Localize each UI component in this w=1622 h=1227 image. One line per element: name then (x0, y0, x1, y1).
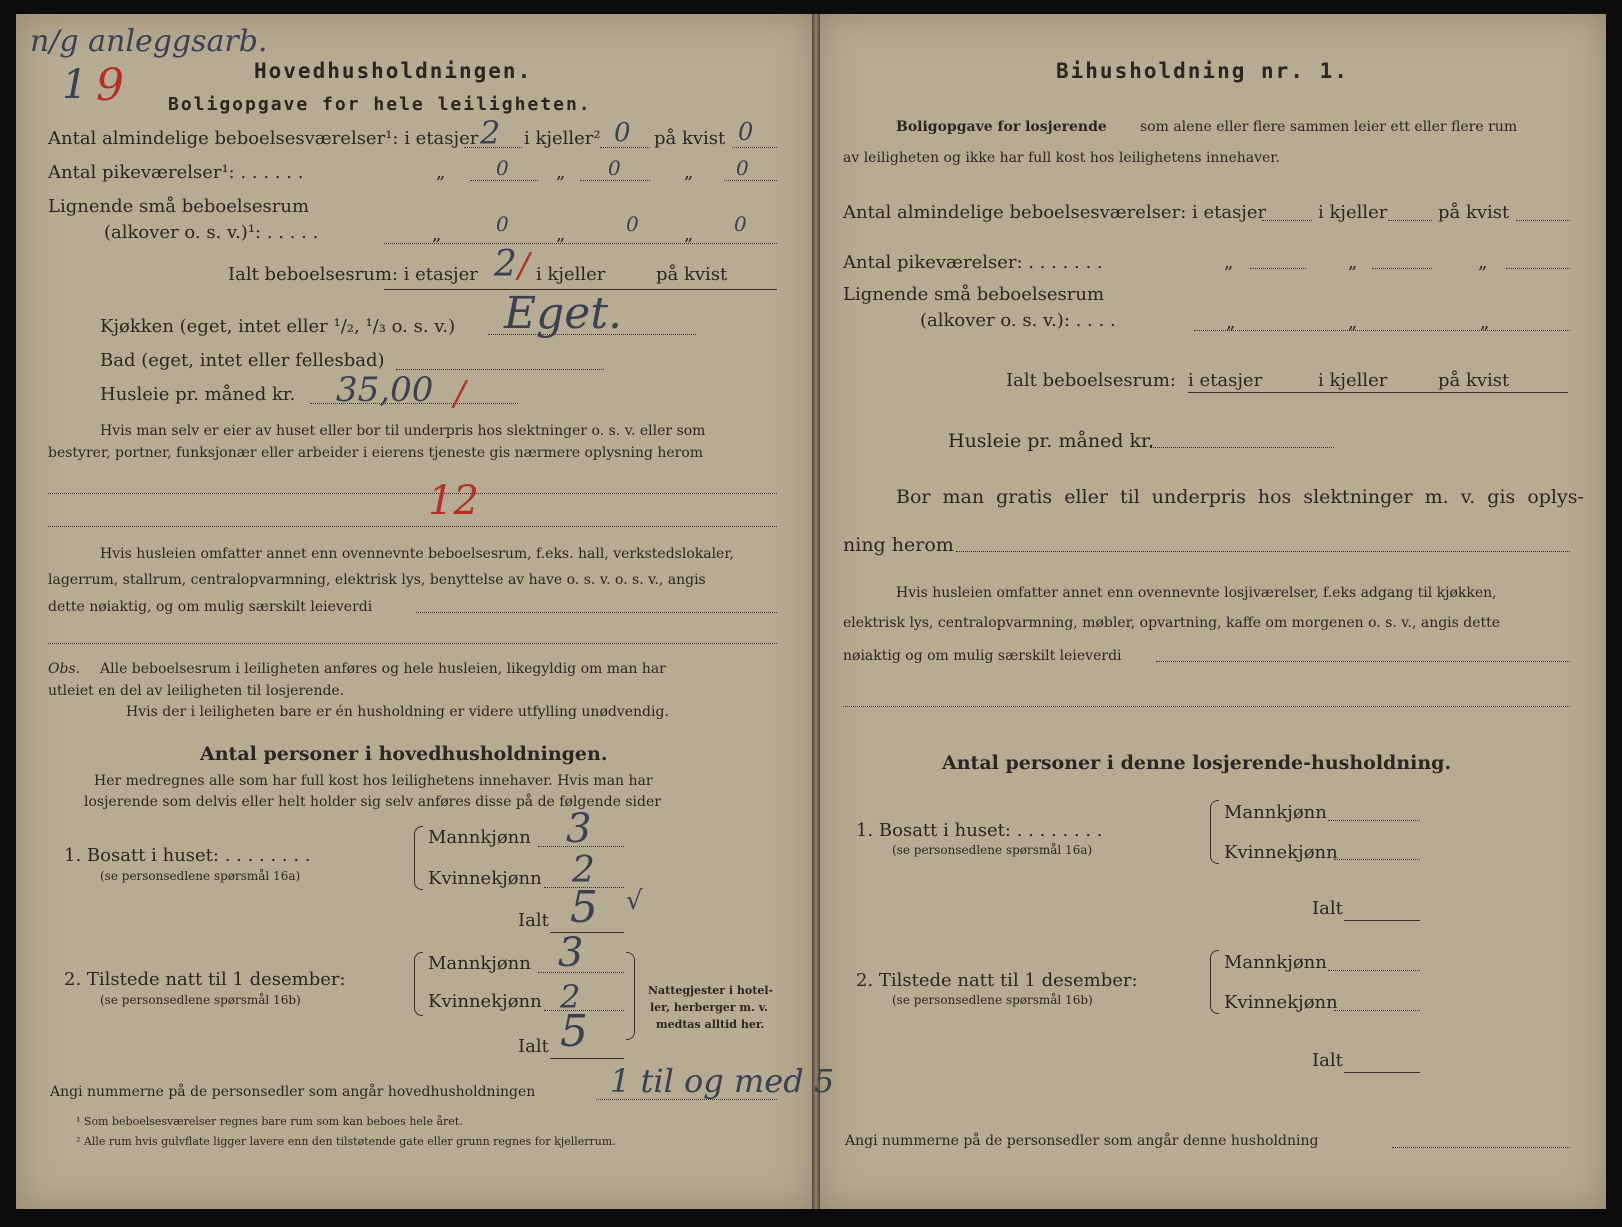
lign-quote-2: „ (556, 224, 566, 245)
r-bosatt-mann-line (1328, 820, 1420, 821)
ialt-kvist-label: på kvist (656, 264, 728, 285)
ialt-label: Ialt beboelsesrum: i etasjer (228, 264, 478, 285)
r-omfatter-text-2: elektrisk lys, centralopvarmning, møbler, opvartning, kaffe om morgenen o. s. v., angis dette (843, 615, 1501, 631)
bosatt-brace (414, 826, 423, 890)
pike-kjeller-line (580, 180, 650, 181)
intro-text-2: av leiligheten og ikke har full kost hos leilighetens innehaver. (843, 150, 1280, 166)
nattegjester-text-1: Nattegjester i hotel- (648, 984, 774, 997)
r-personer-title: Antal personer i denne losjerende-husholdning. (942, 752, 1452, 774)
r-husleie-label: Husleie pr. måned kr. (948, 430, 1155, 452)
r-i-kjeller-label: i kjeller (1318, 202, 1388, 223)
ialt-red-mark: / (518, 246, 530, 286)
r-omfatter-text-1: Hvis husleien omfatter annet enn ovennevnte losjiværelser, f.eks adgang til kjøkken, (896, 585, 1497, 601)
omfatter-line-1 (416, 612, 777, 613)
r-gratis-line (956, 551, 1570, 552)
footnote-1: ¹ Som beboelsesværelser regnes bare rum som kan beboes hele året. (76, 1115, 463, 1128)
pike-quote-1: „ (436, 162, 446, 183)
r-tilstede-brace (1210, 950, 1219, 1014)
tilstede-ialt-line (550, 1058, 624, 1059)
r-angi-line (1392, 1147, 1570, 1148)
personer-text-2: losjerende som delvis eller helt holder sig selv anføres disse på de følgende sider (84, 794, 661, 810)
lignende-line (384, 243, 777, 244)
r-tilstede-mann-line (1328, 970, 1420, 971)
omfatter-text-1: Hvis husleien omfatter annet enn ovennevnte beboelsesrum, f.eks. hall, verkstedslokaler, (100, 546, 734, 562)
pike-kvist-line (724, 180, 777, 181)
kjokken-value: Eget. (504, 288, 622, 339)
husleie-value: 35,00 (336, 370, 434, 410)
r-angi-text: Angi nummerne på de personsedler som angår denne husholdning (845, 1133, 1319, 1149)
tilstede-ialt-label: Ialt (518, 1036, 549, 1057)
r-tilstede-ialt-line (1344, 1072, 1420, 1073)
obs-text-2: utleiet en del av leiligheten til losjerende. (48, 683, 345, 699)
r-lignende-line (1194, 330, 1570, 331)
r-lign-quote-3: „ (1480, 312, 1490, 333)
pike-quote-2: „ (556, 162, 566, 183)
r-bosatt-ialt-label: Ialt (1312, 898, 1343, 919)
handwritten-occupation-note: n/g anleggsarb. (30, 24, 268, 59)
r-rooms-kjeller-line (1388, 220, 1432, 221)
r-gratis-text-2: ning herom (843, 534, 954, 556)
page-title: Hovedhusholdningen. (254, 59, 533, 83)
r-bosatt-ialt-line (1344, 920, 1420, 921)
personer-title: Antal personer i hovedhusholdningen. (200, 743, 608, 765)
r-pike-kjeller-line (1372, 268, 1432, 269)
eier-line-1 (48, 493, 777, 494)
bosatt-check-mark: √ (626, 886, 643, 916)
r-bosatt-kvinne-label: Kvinnekjønn (1224, 842, 1338, 863)
nummerne-value: 1 til og med 5 (610, 1062, 835, 1100)
eier-note-value: 12 (428, 478, 479, 524)
bosatt-label: 1. Bosatt i huset: . . . . . . . . (64, 845, 311, 866)
eier-line-2 (48, 526, 777, 527)
rooms-etasjer-value: 2 (480, 114, 501, 152)
r-bosatt-label: 1. Bosatt i huset: . . . . . . . . (856, 820, 1103, 841)
tilstede-mann-label: Mannkjønn (428, 953, 531, 974)
r-lignende-label-1: Lignende små beboelsesrum (843, 284, 1105, 305)
r-omfatter-line-2 (843, 706, 1570, 707)
bosatt-mann-label: Mannkjønn (428, 827, 531, 848)
eier-text-1: Hvis man selv er eier av huset eller bor til underpris hos slektninger o. s. v. eller som (100, 423, 706, 439)
pike-quote-3: „ (684, 162, 694, 183)
paa-kvist-label: på kvist (654, 128, 726, 149)
rooms-kvist-line (732, 147, 777, 148)
r-paa-kvist-label: på kvist (1438, 202, 1510, 223)
kjokken-label: Kjøkken (eget, intet eller ¹/₂, ¹/₃ o. s. v.) (100, 316, 456, 337)
r-pike-quote-3: „ (1478, 252, 1488, 273)
r-bosatt-sub: (se personsedlene spørsmål 16a) (892, 843, 1093, 857)
lign-etasjer-value: 0 (496, 212, 509, 236)
obs-text-1: Alle beboelsesrum i leiligheten anføres og hele husleien, likegyldig om man har (100, 661, 666, 677)
r-tilstede-kvinne-label: Kvinnekjønn (1224, 992, 1338, 1013)
omfatter-text-3: dette nøiaktig, og om mulig særskilt leieverdi (48, 599, 373, 615)
r-omfatter-line-1 (1156, 661, 1570, 662)
personer-text-1: Her medregnes alle som har full kost hos leilighetens innehaver. Hvis man har (94, 773, 653, 789)
tilstede-mann-value: 3 (558, 930, 584, 976)
page-fold (812, 14, 820, 1209)
r-lignende-label-2: (alkover o. s. v.): . . . . (920, 310, 1116, 331)
bosatt-sub: (se personsedlene spørsmål 16a) (100, 869, 301, 883)
r-rooms-kvist-line (1516, 220, 1570, 221)
tilstede-sub: (se personsedlene spørsmål 16b) (100, 993, 301, 1007)
pike-label: Antal pikeværelser¹: . . . . . . (48, 162, 304, 183)
lignende-label-2: (alkover o. s. v.)¹: . . . . . (104, 222, 319, 243)
r-bosatt-kvinne-line (1334, 859, 1420, 860)
footnote-2: ² Alle rum hvis gulvflate ligger lavere enn den tilstøtende gate eller grunn regnes for kjellerrum. (76, 1135, 616, 1148)
tilstede-kvinne-label: Kvinnekjønn (428, 991, 542, 1012)
r-tilstede-mann-label: Mannkjønn (1224, 952, 1327, 973)
i-kjeller-label: i kjeller² (524, 128, 601, 149)
r-ialt-etasjer-label: i etasjer (1188, 370, 1263, 391)
bosatt-ialt-label: Ialt (518, 910, 549, 931)
r-bosatt-brace (1210, 800, 1219, 864)
r-ialt-label: Ialt beboelsesrum: (1006, 370, 1176, 391)
rooms-label: Antal almindelige beboelsesværelser¹: i etasjer (48, 128, 479, 149)
r-rooms-etasjer-line (1262, 220, 1312, 221)
nattegjester-text-3: medtas alltid her. (656, 1018, 765, 1031)
obs-text-3: Hvis der i leiligheten bare er én husholdning er videre utfylling unødvendig. (126, 704, 669, 720)
lignende-label-1: Lignende små beboelsesrum (48, 196, 310, 217)
handwritten-number-1: 1 (62, 62, 88, 108)
eier-text-2: bestyrer, portner, funksjonær eller arbeider i eierens tjeneste gis nærmere oplysning herom (48, 445, 704, 461)
r-rooms-label: Antal almindelige beboelsesværelser: i etasjer (843, 202, 1267, 223)
ialt-etasjer-value: 2 (494, 244, 517, 285)
right-page (818, 14, 1606, 1209)
r-pike-label: Antal pikeværelser: . . . . . . . (843, 252, 1103, 273)
ialt-kjeller-label: i kjeller (536, 264, 606, 285)
tilstede-label: 2. Tilstede natt til 1 desember: (64, 969, 346, 990)
r-omfatter-text-3: nøiaktig og om mulig særskilt leieverdi (843, 648, 1122, 664)
r-pike-kvist-line (1506, 268, 1570, 269)
r-pike-etasjer-line (1250, 268, 1306, 269)
nattegjester-text-2: ler, herberger m. v. (650, 1001, 768, 1014)
bosatt-ialt-value: 5 (570, 882, 598, 933)
lign-kjeller-value: 0 (626, 212, 639, 236)
rooms-kvist-value: 0 (738, 118, 754, 146)
omfatter-line-2 (48, 643, 777, 644)
r-pike-quote-2: „ (1348, 252, 1358, 273)
r-lign-quote-1: „ (1226, 312, 1236, 333)
handwritten-number-9: 9 (96, 60, 124, 111)
intro-bold: Boligopgave for losjerende (896, 119, 1107, 135)
r-tilstede-kvinne-line (1334, 1010, 1420, 1011)
bosatt-mann-value: 3 (566, 806, 592, 852)
rooms-kjeller-value: 0 (614, 118, 631, 148)
pike-kjeller-value: 0 (608, 156, 621, 180)
r-ialt-kjeller-label: i kjeller (1318, 370, 1388, 391)
r-lign-quote-2: „ (1348, 312, 1358, 333)
bihusholdning-title: Bihusholdning nr. 1. (1056, 59, 1349, 83)
tilstede-brace (414, 952, 423, 1016)
page-subtitle: Boligopgave for hele leiligheten. (168, 94, 592, 115)
intro-text-1: som alene eller flere sammen leier ett eller flere rum (1140, 119, 1518, 135)
bad-label: Bad (eget, intet eller fellesbad) (100, 350, 385, 371)
nattegjester-brace (626, 952, 635, 1040)
bosatt-kvinne-value: 2 (572, 850, 595, 891)
r-gratis-text-1: Bor man gratis eller til underpris hos slektninger m. v. gis oplys- (896, 486, 1584, 508)
r-pike-quote-1: „ (1224, 252, 1234, 273)
pike-etasjer-line (470, 180, 538, 181)
husleie-red-mark: / (454, 374, 466, 414)
r-tilstede-sub: (se personsedlene spørsmål 16b) (892, 993, 1093, 1007)
r-ialt-kvist-label: på kvist (1438, 370, 1510, 391)
husleie-label: Husleie pr. måned kr. (100, 384, 296, 405)
bosatt-kvinne-label: Kvinnekjønn (428, 868, 542, 889)
pike-kvist-value: 0 (736, 156, 749, 180)
r-tilstede-label: 2. Tilstede natt til 1 desember: (856, 970, 1138, 991)
lign-quote-1: „ (432, 224, 442, 245)
obs-label: Obs. (48, 661, 81, 677)
angi-text: Angi nummerne på de personsedler som angår hovedhusholdningen (50, 1084, 536, 1100)
r-tilstede-ialt-label: Ialt (1312, 1050, 1343, 1071)
r-ialt-line (1188, 392, 1568, 393)
tilstede-kvinne-value: 2 (560, 978, 581, 1016)
pike-etasjer-value: 0 (496, 156, 509, 180)
lign-quote-3: „ (684, 224, 694, 245)
r-husleie-line (1150, 447, 1334, 448)
omfatter-text-2: lagerrum, stallrum, centralopvarmning, elektrisk lys, benyttelse av have o. s. v. o. s. v., angis (48, 572, 706, 588)
tilstede-ialt-value: 5 (560, 1006, 588, 1057)
lign-kvist-value: 0 (734, 212, 747, 236)
r-bosatt-mann-label: Mannkjønn (1224, 802, 1327, 823)
